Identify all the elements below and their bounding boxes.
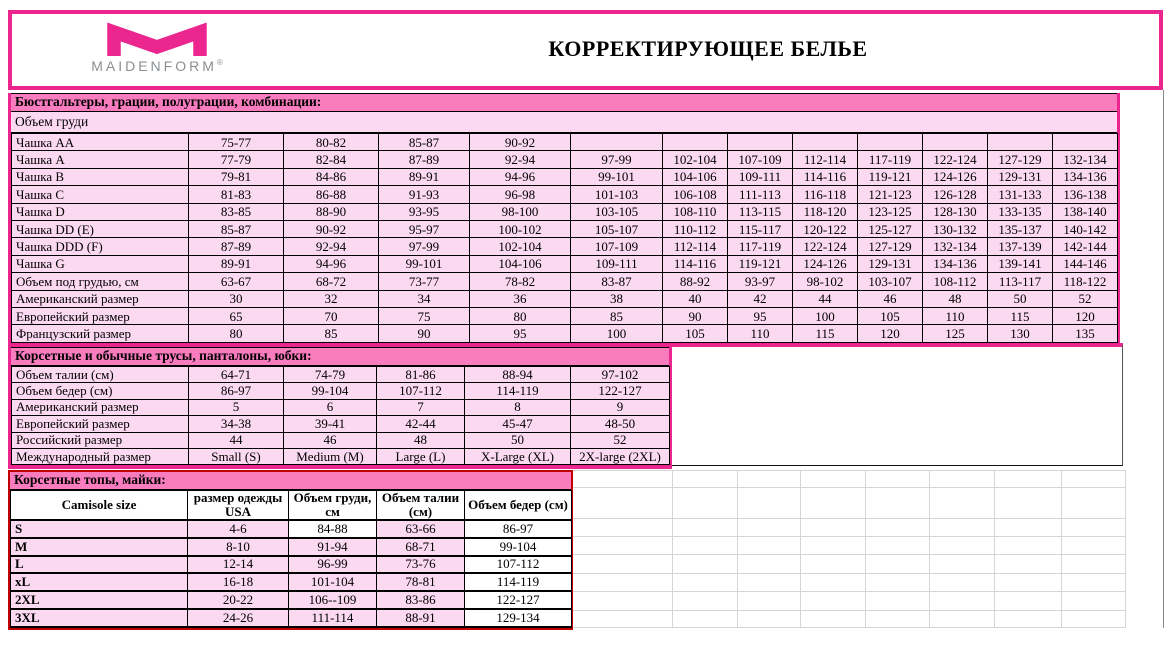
size-cell: 137-139 [988, 238, 1053, 255]
column-header: Объем талии (см) [377, 491, 465, 521]
size-cell: 105 [663, 325, 728, 342]
size-cell: 84-88 [289, 520, 377, 538]
table-row [12, 273, 1118, 290]
size-cell [728, 134, 793, 151]
size-cell: 107-112 [465, 556, 572, 574]
size-cell: 84-86 [284, 168, 379, 185]
size-cell: 95 [470, 325, 571, 342]
size-cell: 99-104 [284, 383, 377, 399]
table-row [12, 416, 670, 432]
size-cell: 8 [465, 399, 571, 415]
size-cell: 100-102 [470, 220, 571, 237]
row-label: Американский размер [12, 399, 189, 415]
size-cell: 24-26 [188, 609, 289, 627]
size-cell: 112-114 [663, 238, 728, 255]
size-cell: 123-125 [858, 203, 923, 220]
size-cell: 108-112 [923, 273, 988, 290]
size-cell: 90 [379, 325, 470, 342]
size-cell: 68-72 [284, 273, 379, 290]
size-cell: 100 [793, 307, 858, 324]
size-cell: 86-97 [189, 383, 284, 399]
size-cell: 16-18 [188, 573, 289, 591]
size-cell: 34-38 [189, 416, 284, 432]
size-cell: 45-47 [465, 416, 571, 432]
size-cell: 101-104 [289, 573, 377, 591]
size-cell: 81-86 [377, 367, 465, 383]
table-row [12, 432, 670, 448]
size-cell: 129-134 [465, 609, 572, 627]
size-cell: 48-50 [571, 416, 670, 432]
row-label: Европейский размер [12, 416, 189, 432]
section-panties-band: Корсетные и обычные трусы, панталоны, юбки: [11, 347, 669, 366]
size-cell: 117-119 [858, 151, 923, 168]
section-bras-band: Бюстгальтеры, грации, полуграции, комбинации: [11, 93, 1117, 112]
size-cell: 106-108 [663, 186, 728, 203]
table-row [12, 168, 1118, 185]
table-row [12, 367, 670, 383]
size-cell: 105 [858, 307, 923, 324]
brand-wordmark: MAIDENFORM® [91, 58, 223, 74]
size-cell: 64-71 [189, 367, 284, 383]
size-cell: 102-104 [470, 238, 571, 255]
size-cell: 44 [189, 432, 284, 448]
size-cell: 110 [728, 325, 793, 342]
row-label: Чашка A [12, 151, 189, 168]
size-cell [793, 134, 858, 151]
size-cell: 115-117 [728, 220, 793, 237]
size-cell: 135-137 [988, 220, 1053, 237]
size-cell: 68-71 [377, 538, 465, 556]
size-cell: 107-109 [571, 238, 663, 255]
row-label: Международный размер [12, 448, 189, 464]
registered-mark: ® [216, 58, 223, 67]
row-label: xL [11, 573, 188, 591]
size-cell: 85 [284, 325, 379, 342]
size-cell: 106--109 [289, 591, 377, 609]
size-cell: 39-41 [284, 416, 377, 432]
row-label: Российский размер [12, 432, 189, 448]
row-label: Чашка G [12, 255, 189, 272]
size-cell: 99-101 [571, 168, 663, 185]
size-cell: 122-124 [793, 238, 858, 255]
table-row [12, 151, 1118, 168]
size-cell: 83-86 [377, 591, 465, 609]
row-label: Американский размер [12, 290, 189, 307]
table-row [12, 255, 1118, 272]
size-cell: 130 [988, 325, 1053, 342]
size-cell [858, 134, 923, 151]
column-header: размер одежды USA [188, 491, 289, 521]
size-cell: 110 [923, 307, 988, 324]
size-cell: 91-93 [379, 186, 470, 203]
table-row [11, 520, 572, 538]
size-cell: 103-107 [858, 273, 923, 290]
size-cell: 65 [189, 307, 284, 324]
size-cell [571, 134, 663, 151]
size-cell: 127-129 [988, 151, 1053, 168]
maidenform-logo [82, 22, 232, 74]
size-cell: 75 [379, 307, 470, 324]
size-cell: 97-99 [571, 151, 663, 168]
size-cell: 93-97 [728, 273, 793, 290]
size-cell: 97-102 [571, 367, 670, 383]
size-cell: 83-85 [189, 203, 284, 220]
row-label: Объем под грудью, см [12, 273, 189, 290]
size-cell: 115 [988, 307, 1053, 324]
size-cell: 118-122 [1053, 273, 1118, 290]
size-cell: 133-135 [988, 203, 1053, 220]
size-cell: 80 [470, 307, 571, 324]
size-cell: 90-92 [470, 134, 571, 151]
table-row [11, 538, 572, 556]
row-label: Чашка AA [12, 134, 189, 151]
size-cell: 107-109 [728, 151, 793, 168]
print-area-boundary-line [1163, 90, 1164, 628]
size-cell [988, 134, 1053, 151]
row-label: S [11, 520, 188, 538]
size-cell: 115 [793, 325, 858, 342]
size-cell: 40 [663, 290, 728, 307]
size-cell: 125 [923, 325, 988, 342]
size-cell: 97-99 [379, 238, 470, 255]
section-bras [8, 93, 1120, 347]
size-cell: 124-126 [793, 255, 858, 272]
size-cell: 63-67 [189, 273, 284, 290]
section-camisoles [8, 470, 573, 630]
size-cell: 118-120 [793, 203, 858, 220]
size-cell: 103-105 [571, 203, 663, 220]
size-cell: 81-83 [189, 186, 284, 203]
table-row [12, 134, 1118, 151]
size-cell: 121-123 [858, 186, 923, 203]
size-cell: 73-76 [377, 556, 465, 574]
size-cell: 85-87 [379, 134, 470, 151]
size-cell: 12-14 [188, 556, 289, 574]
size-cell: 129-131 [988, 168, 1053, 185]
size-cell: 127-129 [858, 238, 923, 255]
table-row [11, 609, 572, 627]
size-cell: 79-81 [189, 168, 284, 185]
size-cell: 70 [284, 307, 379, 324]
row-label: Европейский размер [12, 307, 189, 324]
size-cell: 110-112 [663, 220, 728, 237]
size-cell: 82-84 [284, 151, 379, 168]
table-row [12, 203, 1118, 220]
size-cell: 98-102 [793, 273, 858, 290]
size-cell: 119-121 [858, 168, 923, 185]
size-cell: 95-97 [379, 220, 470, 237]
size-cell: 92-94 [470, 151, 571, 168]
size-cell: 88-90 [284, 203, 379, 220]
size-cell: 122-124 [923, 151, 988, 168]
size-cell: 99-101 [379, 255, 470, 272]
size-cell: 114-119 [465, 383, 571, 399]
size-cell: 134-136 [1053, 168, 1118, 185]
row-label: 2XL [11, 591, 188, 609]
table-row [12, 383, 670, 399]
size-cell: 102-104 [663, 151, 728, 168]
size-cell: 80-82 [284, 134, 379, 151]
size-cell: Small (S) [189, 448, 284, 464]
size-cell: 122-127 [571, 383, 670, 399]
size-cell: 113-117 [988, 273, 1053, 290]
table-row [12, 238, 1118, 255]
size-cell: 112-114 [793, 151, 858, 168]
column-header: Camisole size [11, 491, 188, 521]
size-cell: 42 [728, 290, 793, 307]
column-header: Объем бедер (см) [465, 491, 572, 521]
size-cell: 87-89 [379, 151, 470, 168]
size-cell: 117-119 [728, 238, 793, 255]
table-row [12, 290, 1118, 307]
size-cell [663, 134, 728, 151]
section-panties [8, 347, 672, 469]
size-cell: 2X-large (2XL) [571, 448, 670, 464]
size-cell: 100 [571, 325, 663, 342]
size-cell: 86-97 [465, 520, 572, 538]
size-cell: Medium (M) [284, 448, 377, 464]
size-cell: 90-92 [284, 220, 379, 237]
header [8, 10, 1163, 90]
size-cell: 88-94 [465, 367, 571, 383]
size-cell: 91-94 [289, 538, 377, 556]
size-cell: 98-100 [470, 203, 571, 220]
size-cell: 80 [189, 325, 284, 342]
row-label: Чашка C [12, 186, 189, 203]
size-cell: 139-141 [988, 255, 1053, 272]
size-cell [1053, 134, 1118, 151]
size-cell: 142-144 [1053, 238, 1118, 255]
size-cell: 95 [728, 307, 793, 324]
size-cell: 135 [1053, 325, 1118, 342]
size-cell: 89-91 [189, 255, 284, 272]
size-cell: X-Large (XL) [465, 448, 571, 464]
size-cell: 101-103 [571, 186, 663, 203]
table-row [12, 325, 1118, 342]
size-cell: 63-66 [377, 520, 465, 538]
size-cell: 9 [571, 399, 670, 415]
maidenform-m-icon [105, 22, 209, 56]
size-cell: 96-99 [289, 556, 377, 574]
row-label: Французский размер [12, 325, 189, 342]
size-cell: 116-118 [793, 186, 858, 203]
table-row [11, 573, 572, 591]
size-cell: 78-81 [377, 573, 465, 591]
size-cell: 136-138 [1053, 186, 1118, 203]
size-cell: 90 [663, 307, 728, 324]
size-cell: 50 [465, 432, 571, 448]
size-cell: 94-96 [284, 255, 379, 272]
size-cell: 104-106 [663, 168, 728, 185]
size-cell: 88-91 [377, 609, 465, 627]
page-title: КОРРЕКТИРУЮЩЕЕ БЕЛЬЕ [548, 36, 868, 61]
size-cell: 119-121 [728, 255, 793, 272]
size-cell: 107-112 [377, 383, 465, 399]
table-row [11, 591, 572, 609]
camisole-size-table [10, 490, 572, 628]
row-label: M [11, 538, 188, 556]
size-cell: 109-111 [728, 168, 793, 185]
row-label: L [11, 556, 188, 574]
size-cell: 122-127 [465, 591, 572, 609]
size-cell: 42-44 [377, 416, 465, 432]
table-row [12, 307, 1118, 324]
row-label: Чашка DD (E) [12, 220, 189, 237]
size-cell: 111-114 [289, 609, 377, 627]
size-cell: 52 [571, 432, 670, 448]
row-label: Чашка B [12, 168, 189, 185]
size-cell: 32 [284, 290, 379, 307]
size-cell: 75-77 [189, 134, 284, 151]
size-cell: 114-119 [465, 573, 572, 591]
size-cell: 87-89 [189, 238, 284, 255]
column-header: Объем груди, см [289, 491, 377, 521]
size-cell: 129-131 [858, 255, 923, 272]
size-cell: 46 [284, 432, 377, 448]
size-cell: 46 [858, 290, 923, 307]
size-cell: 105-107 [571, 220, 663, 237]
header-row [11, 491, 572, 521]
row-label: Чашка DDD (F) [12, 238, 189, 255]
table-row [12, 448, 670, 464]
table-row [12, 220, 1118, 237]
bras-size-table [11, 133, 1118, 343]
size-cell: 73-77 [379, 273, 470, 290]
size-cell: 34 [379, 290, 470, 307]
size-cell: 114-116 [663, 255, 728, 272]
size-cell: 140-142 [1053, 220, 1118, 237]
size-cell: 138-140 [1053, 203, 1118, 220]
size-cell: 144-146 [1053, 255, 1118, 272]
size-cell: 113-115 [728, 203, 793, 220]
table-row [12, 186, 1118, 203]
size-cell: 94-96 [470, 168, 571, 185]
table-row [12, 399, 670, 415]
size-cell: 36 [470, 290, 571, 307]
row-label: Чашка D [12, 203, 189, 220]
size-cell: 126-128 [923, 186, 988, 203]
size-cell [923, 134, 988, 151]
size-cell: 38 [571, 290, 663, 307]
size-cell: 108-110 [663, 203, 728, 220]
section-camisoles-band: Корсетные топы, майки: [10, 472, 571, 490]
row-label: Объем талии (см) [12, 367, 189, 383]
size-cell: 109-111 [571, 255, 663, 272]
size-cell: 120 [1053, 307, 1118, 324]
size-cell: 85 [571, 307, 663, 324]
size-cell: 78-82 [470, 273, 571, 290]
size-cell: 7 [377, 399, 465, 415]
size-cell: 8-10 [188, 538, 289, 556]
size-cell: 120-122 [793, 220, 858, 237]
spreadsheet-gridlines [573, 466, 1126, 628]
size-cell: 44 [793, 290, 858, 307]
size-cell: Large (L) [377, 448, 465, 464]
size-cell: 89-91 [379, 168, 470, 185]
size-cell: 50 [988, 290, 1053, 307]
bust-measure-label: Объем груди [11, 112, 1117, 133]
size-cell: 120 [858, 325, 923, 342]
size-cell: 132-134 [1053, 151, 1118, 168]
empty-merged-cell [672, 343, 1123, 466]
row-label: 3XL [11, 609, 188, 627]
size-cell: 96-98 [470, 186, 571, 203]
size-cell: 86-88 [284, 186, 379, 203]
size-cell: 30 [189, 290, 284, 307]
size-cell: 88-92 [663, 273, 728, 290]
size-cell: 74-79 [284, 367, 377, 383]
size-cell: 124-126 [923, 168, 988, 185]
panties-size-table [11, 366, 670, 465]
size-cell: 99-104 [465, 538, 572, 556]
size-cell: 114-116 [793, 168, 858, 185]
size-cell: 83-87 [571, 273, 663, 290]
size-cell: 131-133 [988, 186, 1053, 203]
size-cell: 48 [377, 432, 465, 448]
size-cell: 77-79 [189, 151, 284, 168]
size-cell: 85-87 [189, 220, 284, 237]
size-cell: 48 [923, 290, 988, 307]
size-cell: 130-132 [923, 220, 988, 237]
size-cell: 125-127 [858, 220, 923, 237]
size-cell: 6 [284, 399, 377, 415]
size-cell: 20-22 [188, 591, 289, 609]
size-cell: 132-134 [923, 238, 988, 255]
size-cell: 104-106 [470, 255, 571, 272]
size-cell: 92-94 [284, 238, 379, 255]
row-label: Объем бедер (см) [12, 383, 189, 399]
size-cell: 5 [189, 399, 284, 415]
size-cell: 4-6 [188, 520, 289, 538]
size-cell: 134-136 [923, 255, 988, 272]
size-cell: 128-130 [923, 203, 988, 220]
table-row [11, 556, 572, 574]
size-cell: 93-95 [379, 203, 470, 220]
size-cell: 111-113 [728, 186, 793, 203]
size-cell: 52 [1053, 290, 1118, 307]
